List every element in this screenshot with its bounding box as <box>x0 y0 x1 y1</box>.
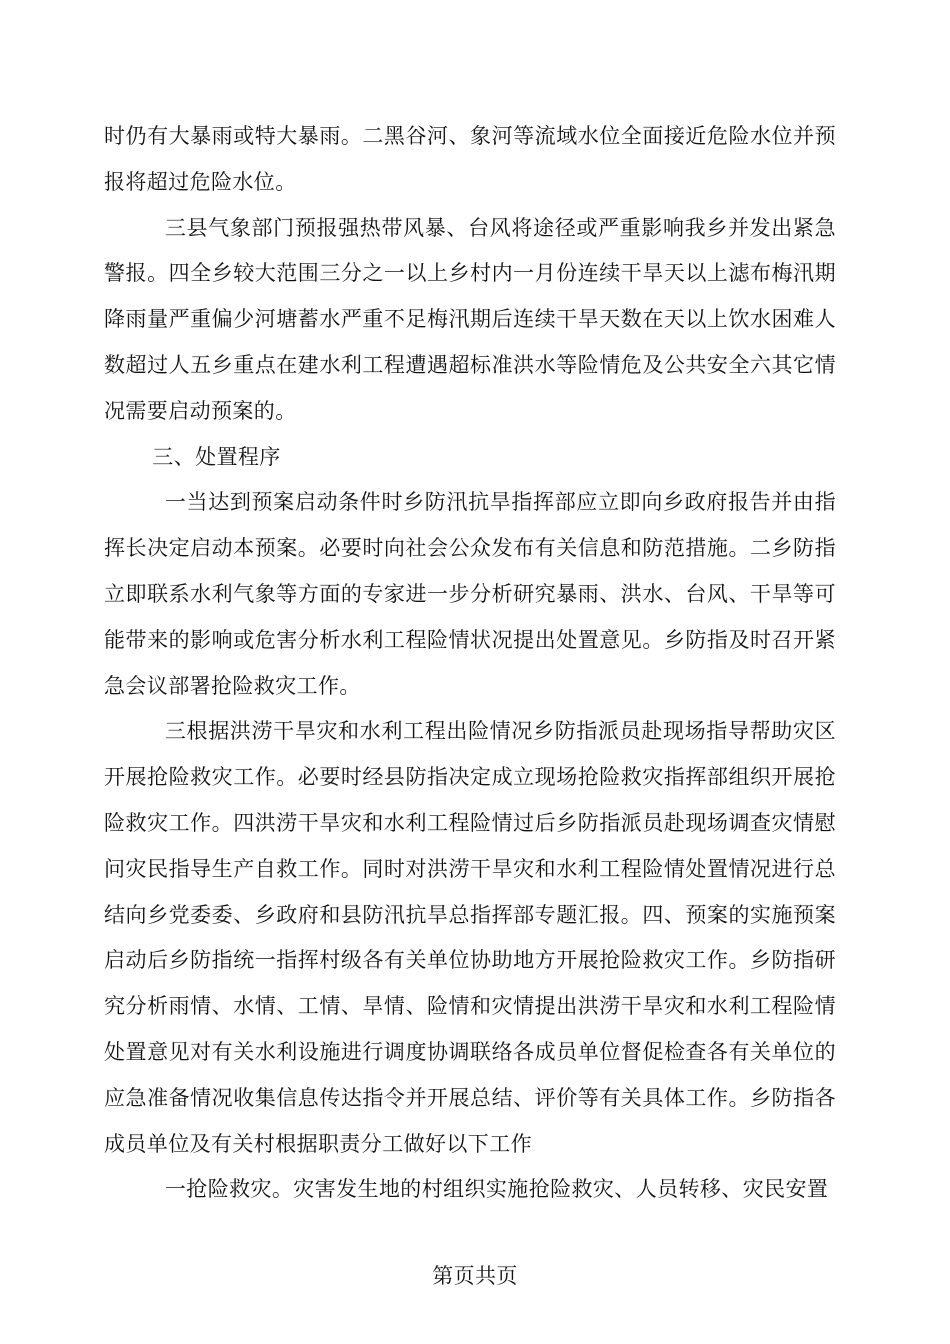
paragraph-3: 一当达到预案启动条件时乡防汛抗旱指挥部应立即向乡政府报告并由指挥长决定启动本预案。必要时向社会公众发布有关信息和防范措施。二乡防指立即联系水利气象等方面的专家进一步分析研究暴雨、洪水、台风、干旱等可能带来的影响或危害分析水利工程险情状况提出处置意见。乡防指及时召开紧急会议部署抢险救灾工作。 <box>104 490 836 698</box>
page-footer: 第页共页 <box>432 1264 518 1288</box>
paragraph-1: 时仍有大暴雨或特大暴雨。二黑谷河、象河等流域水位全面接近危险水位并预报将超过危险水位。 <box>104 124 836 194</box>
paragraph-2: 三县气象部门预报强热带风暴、台风将途径或严重影响我乡并发出紧急警报。四全乡较大范围三分之一以上乡村内一月份连续干旱天以上滤布梅汛期降雨量严重偏少河塘蓄水严重不足梅汛期后连续干旱天数在天以上饮水困难人数超过人五乡重点在建水利工程遭遇超标准洪水等险情危及公共安全六其它情况需要启动预案的。 <box>104 215 836 423</box>
section-heading: 三、处置程序 <box>152 444 281 469</box>
paragraph-4: 三根据洪涝干旱灾和水利工程出险情况乡防指派员赴现场指导帮助灾区开展抢险救灾工作。必要时经县防指决定成立现场抢险救灾指挥部组织开展抢险救灾工作。四洪涝干旱灾和水利工程险情过后乡防指派员赴现场调查灾情慰问灾民指导生产自救工作。同时对洪涝干旱灾和水利工程险情处置情况进行总结向乡党委委、乡政府和县防汛抗旱总指挥部专题汇报。四、预案的实施预案启动后乡防指统一指挥村级各有关单位协助地方开展抢险救灾工作。乡防指研究分析雨情、水情、工情、旱情、险情和灾情提出洪涝干旱灾和水利工程险情处置意见对有关水利设施进行调度协调联络各成员单位督促检查各有关单位的应急准备情况收集信息传达指令并开展总结、评价等有关具体工作。乡防指各成员单位及有关村根据职责分工做好以下工作 <box>104 719 836 1156</box>
paragraph-5: 一抢险救灾。灾害发生地的村组织实施抢险救灾、人员转移、灾民安置 <box>164 1177 829 1202</box>
document-body <box>104 114 836 1213</box>
